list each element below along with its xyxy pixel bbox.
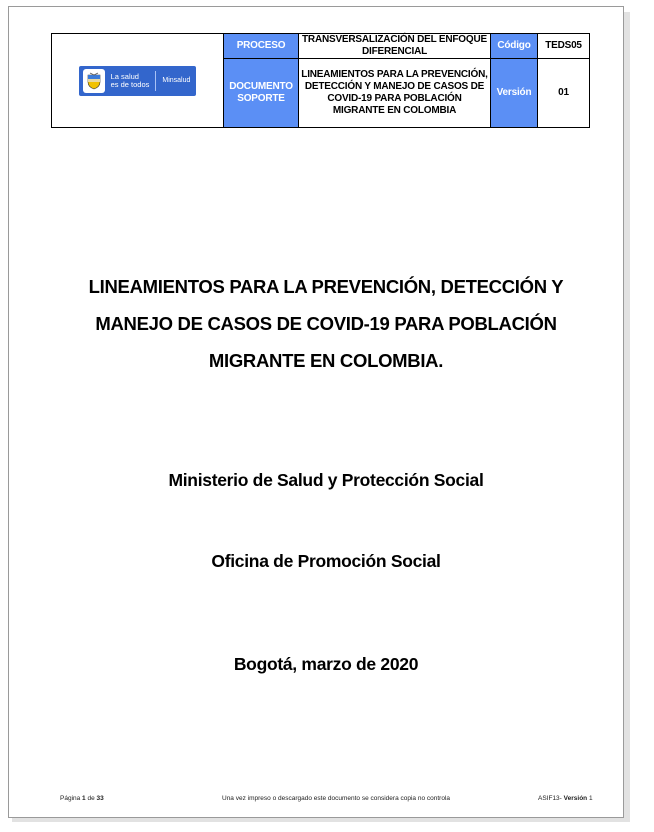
documento-soporte-label: DOCUMENTO SOPORTE (224, 59, 299, 128)
proceso-label: PROCESO (224, 34, 299, 59)
document-title-line1: LINEAMIENTOS PARA LA PREVENCIÓN, DETECCIÓN Y (88, 276, 564, 297)
logo-slogan-line2: es de todos (110, 79, 150, 89)
version-value: 01 (538, 59, 590, 128)
colombia-coat-of-arms-icon (83, 69, 105, 93)
logo-cell (52, 34, 224, 128)
form-version-number: 1 (587, 795, 593, 802)
version-label: Versión (491, 59, 538, 128)
form-version (538, 795, 593, 802)
page-counter (60, 795, 104, 802)
logo-slogan (111, 73, 150, 89)
codigo-value: TEDS05 (538, 34, 590, 59)
documento-soporte-value: LINEAMIENTOS PARA LA PREVENCIÓN, DETECCIÓN Y MANEJO DE CASOS DE COVID-19 PARA POBLACIÓN MIGRANTE EN COLOMBIA (299, 59, 491, 128)
minsalud-logo (79, 66, 197, 96)
document-header-table (51, 33, 590, 128)
page-total: 33 (96, 795, 104, 802)
page-prefix: Página (60, 795, 83, 802)
document-title-line2: MANEJO DE CASOS DE COVID-19 PARA POBLACIÓN (95, 313, 557, 334)
ministry-name: Ministerio de Salud y Protección Social (168, 470, 484, 490)
document-title (60, 268, 592, 379)
logo-slogan-line1: La salud (110, 71, 139, 81)
form-version-label: Versión (563, 795, 588, 802)
office-name: Oficina de Promoción Social (211, 551, 441, 571)
page-of: de (85, 795, 97, 802)
copy-notice: Una vez impreso o descargado este documento se considera copia no controla (222, 795, 450, 802)
codigo-label: Código (491, 34, 538, 59)
proceso-value: TRANSVERSALIZACIÓN DEL ENFOQUE DIFERENCIAL (299, 34, 491, 59)
place-date: Bogotá, marzo de 2020 (233, 654, 419, 674)
form-code: ASIF13- (538, 795, 564, 802)
logo-divider (155, 71, 156, 91)
logo-ministry: Minsalud (162, 76, 191, 84)
document-title-line3: MIGRANTE EN COLOMBIA. (208, 350, 444, 371)
page-current: 1 (82, 795, 86, 802)
